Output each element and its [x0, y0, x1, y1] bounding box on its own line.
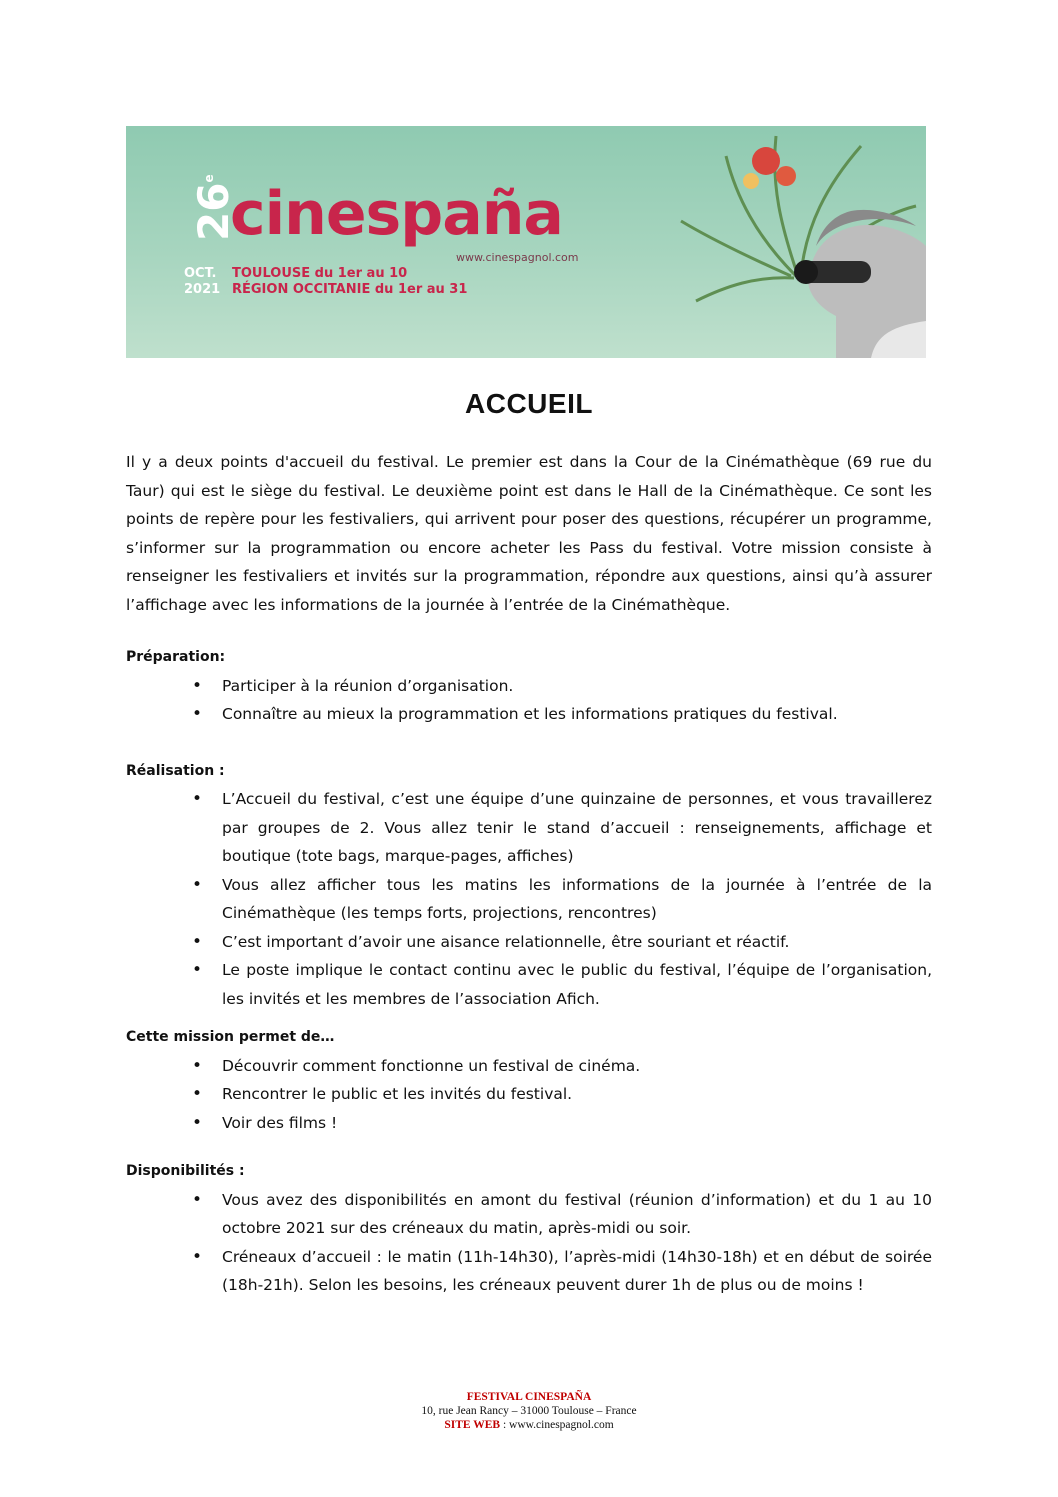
footer-site: SITE WEB : www.cinespagnol.com	[444, 1419, 614, 1431]
list-item: • Découvrir comment fonctionne un festival de cinéma.	[222, 1052, 932, 1081]
footer-address: 10, rue Jean Rancy – 31000 Toulouse – France	[421, 1405, 637, 1417]
footer-org: FESTIVAL CINESPAÑA	[466, 1391, 592, 1403]
banner-photo	[586, 126, 926, 358]
banner-locations: TOULOUSE du 1er au 10 RÉGION OCCITANIE du 1er au 31	[232, 266, 468, 297]
preparation-list	[126, 672, 932, 729]
banner-date: OCT. 2021	[184, 266, 221, 297]
list-item: • C’est important d’avoir une aisance relationnelle, être souriant et réactif.	[222, 928, 932, 957]
page-title: ACCUEIL	[465, 388, 593, 419]
brand-logo-text: cinespaña	[230, 179, 563, 249]
page-footer	[0, 1390, 1058, 1432]
list-item: • L’Accueil du festival, c’est une équipe d’une quinzaine de personnes, et vous travaillerez par groupes de 2. Vous allez tenir le stand d’accueil : renseignements, affichage et boutique (tote bags, marque-pages, affiches)	[222, 785, 932, 871]
section-heading-preparation: Préparation:	[126, 649, 226, 665]
list-item: • Rencontrer le public et les invités du festival.	[222, 1080, 932, 1109]
list-item: • Participer à la réunion d’organisation.	[222, 672, 932, 701]
disponibilites-list	[126, 1186, 932, 1300]
section-heading-realisation: Réalisation :	[126, 762, 225, 779]
flower-graphic	[743, 147, 796, 189]
realisation-list	[126, 785, 932, 1013]
edition-number: 26e	[189, 174, 238, 241]
list-item: • Créneaux d’accueil : le matin (11h-14h30), l’après-midi (14h30-18h) et en début de soirée (18h-21h). Selon les besoins, les créneaux peuvent durer 1h de plus ou de moins !	[222, 1243, 932, 1300]
list-item: • Vous avez des disponibilités en amont du festival (réunion d’information) et du 1 au 10 octobre 2021 sur des créneaux du matin, après-midi ou soir.	[222, 1186, 932, 1243]
list-item: • Le poste implique le contact continu avec le public du festival, l’équipe de l’organisation, les invités et les membres de l’association Afich.	[222, 956, 932, 1013]
list-item: • Connaître au mieux la programmation et les informations pratiques du festival.	[222, 700, 932, 729]
list-item: • Vous allez afficher tous les matins les informations de la journée à l’entrée de la Cinémathèque (les temps forts, projections, rencontres)	[222, 871, 932, 928]
festival-banner	[126, 126, 926, 358]
section-heading-disponibilites: Disponibilités :	[126, 1163, 245, 1179]
section-heading-mission: Cette mission permet de…	[126, 1029, 335, 1045]
main-content	[126, 448, 932, 1300]
person-graphic	[794, 210, 926, 358]
intro-paragraph: Il y a deux points d'accueil du festival. Le premier est dans la Cour de la Cinémathèque (69 rue du Taur) qui est le siège du festival. Le deuxième point est dans le Hall de la Cinémathèque. Ce sont les points de repère pour les festivaliers, qui arrivent pour poser des questions, récupérer un programme, s’informer sur la programmation ou encore acheter les Pass du festival. Votre mission consiste à renseigner les festivaliers et invités sur la programmation, répondre aux questions, ainsi qu’à assurer l’affichage avec les informations de la journée à l’entrée de la Cinémathèque.	[126, 453, 932, 614]
list-item: • Voir des films !	[222, 1109, 932, 1138]
banner-website: www.cinespagnol.com	[456, 251, 579, 264]
mission-list	[126, 1052, 932, 1138]
